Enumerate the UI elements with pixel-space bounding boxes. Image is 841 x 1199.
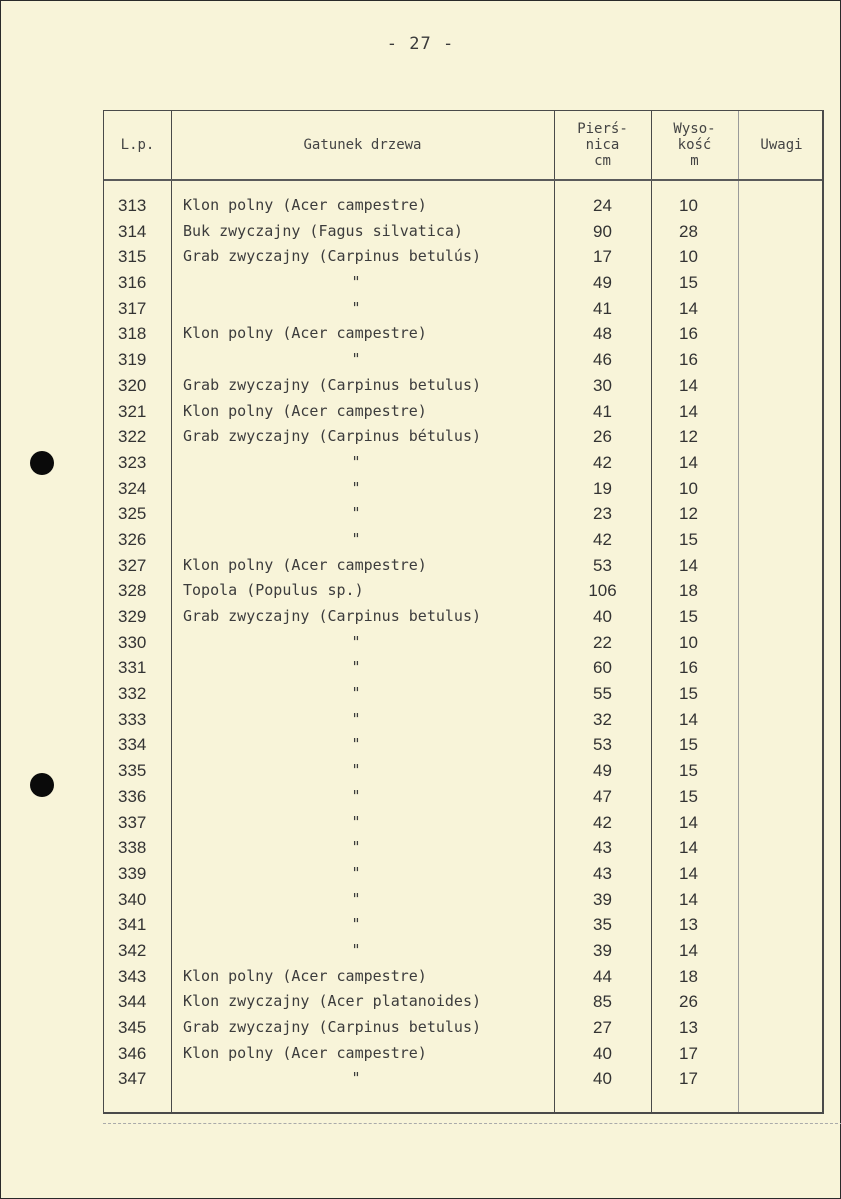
row-uwagi bbox=[738, 219, 825, 245]
row-gatunek: " bbox=[351, 350, 361, 369]
row-lp: 330 bbox=[118, 632, 147, 652]
row-uwagi bbox=[738, 347, 825, 373]
row-uwagi bbox=[738, 861, 825, 887]
row-wysokosc: 15 bbox=[679, 684, 698, 704]
row-gatunek: Klon polny (Acer campestre) bbox=[183, 401, 427, 420]
row-piersnica: 17 bbox=[593, 247, 612, 267]
table-row bbox=[104, 347, 825, 373]
row-gatunek: Klon zwyczajny (Acer platanoides) bbox=[183, 992, 482, 1011]
header-lp: L.p. bbox=[120, 137, 155, 153]
table-row bbox=[104, 835, 825, 861]
row-wysokosc: 14 bbox=[679, 838, 698, 858]
row-piersnica: 42 bbox=[593, 529, 612, 549]
row-wysokosc: 12 bbox=[679, 504, 698, 524]
row-gatunek: " bbox=[351, 298, 361, 317]
row-gatunek: " bbox=[351, 709, 361, 728]
row-lp: 341 bbox=[118, 915, 147, 935]
table-row bbox=[104, 861, 825, 887]
row-uwagi bbox=[738, 681, 825, 707]
row-gatunek: Grab zwyczajny (Carpinus betulús) bbox=[183, 247, 482, 266]
row-gatunek: " bbox=[351, 1069, 361, 1088]
row-piersnica: 55 bbox=[593, 684, 612, 704]
row-lp: 338 bbox=[118, 838, 147, 858]
row-wysokosc: 26 bbox=[679, 992, 698, 1012]
row-gatunek: Grab zwyczajny (Carpinus betulus) bbox=[183, 375, 482, 394]
row-lp: 331 bbox=[118, 658, 147, 678]
table-body bbox=[104, 193, 825, 1092]
row-uwagi bbox=[738, 887, 825, 913]
row-wysokosc: 14 bbox=[679, 812, 698, 832]
table-row bbox=[104, 373, 825, 399]
bottom-dashed-line bbox=[103, 1123, 841, 1124]
table-row bbox=[104, 912, 825, 938]
row-piersnica: 53 bbox=[593, 555, 612, 575]
table-row bbox=[104, 244, 825, 270]
row-uwagi bbox=[738, 964, 825, 990]
row-lp: 324 bbox=[118, 478, 147, 498]
row-lp: 329 bbox=[118, 607, 147, 626]
table-row bbox=[104, 296, 825, 322]
row-uwagi bbox=[738, 835, 825, 861]
row-piersnica: 40 bbox=[593, 607, 612, 626]
row-lp: 343 bbox=[118, 966, 147, 986]
table-row bbox=[104, 732, 825, 758]
row-piersnica: 44 bbox=[593, 966, 612, 986]
row-uwagi bbox=[738, 630, 825, 656]
row-gatunek: " bbox=[351, 838, 361, 857]
table-row bbox=[104, 604, 825, 630]
row-gatunek: Grab zwyczajny (Carpinus betulus) bbox=[183, 607, 482, 625]
row-piersnica: 53 bbox=[593, 735, 612, 755]
row-gatunek: " bbox=[351, 452, 361, 471]
row-gatunek: " bbox=[351, 812, 361, 831]
row-wysokosc: 15 bbox=[679, 761, 698, 781]
row-lp: 340 bbox=[118, 889, 147, 909]
row-uwagi bbox=[738, 989, 825, 1015]
row-uwagi bbox=[738, 373, 825, 399]
header-divider bbox=[104, 179, 822, 181]
row-gatunek: " bbox=[351, 940, 361, 959]
row-wysokosc: 17 bbox=[679, 1043, 698, 1063]
row-gatunek: Klon polny (Acer campestre) bbox=[183, 555, 427, 574]
row-lp: 334 bbox=[118, 735, 147, 755]
tree-inventory-table bbox=[103, 110, 824, 1114]
table-row bbox=[104, 810, 825, 836]
row-piersnica: 47 bbox=[593, 786, 612, 806]
table-row bbox=[104, 1041, 825, 1067]
row-gatunek: " bbox=[351, 889, 361, 908]
header-wysokosc bbox=[651, 111, 738, 179]
row-lp: 321 bbox=[118, 401, 147, 421]
row-wysokosc: 13 bbox=[679, 915, 698, 935]
header-wysokosc-line2: kość bbox=[677, 137, 712, 153]
row-piersnica: 30 bbox=[593, 375, 612, 395]
row-wysokosc: 14 bbox=[679, 401, 698, 421]
row-gatunek: Klon polny (Acer campestre) bbox=[183, 966, 427, 985]
page-number: - 27 - bbox=[386, 34, 455, 54]
row-uwagi bbox=[738, 476, 825, 502]
punch-hole-bottom bbox=[30, 773, 54, 797]
table-row bbox=[104, 1015, 825, 1041]
header-piersnica-unit: cm bbox=[594, 153, 611, 169]
row-gatunek: Grab zwyczajny (Carpinus betulus) bbox=[183, 1018, 482, 1036]
row-uwagi bbox=[738, 810, 825, 836]
row-gatunek: " bbox=[351, 915, 361, 934]
row-wysokosc: 15 bbox=[679, 529, 698, 549]
table-row bbox=[104, 501, 825, 527]
row-piersnica: 26 bbox=[593, 427, 612, 447]
table-row bbox=[104, 989, 825, 1015]
row-gatunek: Buk zwyczajny (Fagus silvatica) bbox=[183, 221, 463, 240]
row-piersnica: 32 bbox=[593, 709, 612, 729]
row-lp: 322 bbox=[118, 427, 147, 447]
row-uwagi bbox=[738, 399, 825, 425]
row-wysokosc: 14 bbox=[679, 375, 698, 395]
row-uwagi bbox=[738, 450, 825, 476]
row-wysokosc: 12 bbox=[679, 427, 698, 447]
row-piersnica: 49 bbox=[593, 273, 612, 293]
header-piersnica-line1: Pierś- bbox=[577, 121, 628, 137]
header-uwagi: Uwagi bbox=[760, 137, 803, 153]
row-wysokosc: 17 bbox=[679, 1069, 698, 1089]
table-row bbox=[104, 578, 825, 604]
punch-hole-top bbox=[30, 451, 54, 475]
row-gatunek: " bbox=[351, 273, 361, 292]
row-wysokosc: 10 bbox=[679, 478, 698, 498]
row-gatunek: " bbox=[351, 632, 361, 651]
row-gatunek: Klon polny (Acer campestre) bbox=[183, 1043, 427, 1062]
row-piersnica: 39 bbox=[593, 889, 612, 909]
table-row bbox=[104, 321, 825, 347]
row-lp: 314 bbox=[118, 221, 147, 241]
row-piersnica: 43 bbox=[593, 863, 612, 883]
row-gatunek: Klon polny (Acer campestre) bbox=[183, 196, 427, 214]
row-wysokosc: 15 bbox=[679, 786, 698, 806]
row-gatunek: " bbox=[351, 863, 361, 882]
row-lp: 328 bbox=[118, 581, 147, 601]
row-uwagi bbox=[738, 501, 825, 527]
row-gatunek: " bbox=[351, 478, 361, 497]
row-lp: 317 bbox=[118, 298, 147, 318]
row-piersnica: 48 bbox=[593, 324, 612, 344]
row-uwagi bbox=[738, 938, 825, 964]
row-piersnica: 42 bbox=[593, 452, 612, 472]
table-row bbox=[104, 476, 825, 502]
row-piersnica: 60 bbox=[593, 658, 612, 678]
table-row bbox=[104, 219, 825, 245]
row-uwagi bbox=[738, 784, 825, 810]
table-row bbox=[104, 681, 825, 707]
row-uwagi bbox=[738, 707, 825, 733]
row-uwagi bbox=[738, 424, 825, 450]
row-gatunek: " bbox=[351, 786, 361, 805]
row-lp: 319 bbox=[118, 350, 147, 370]
row-lp: 325 bbox=[118, 504, 147, 524]
row-lp: 344 bbox=[118, 992, 147, 1012]
row-uwagi bbox=[738, 321, 825, 347]
row-lp: 315 bbox=[118, 247, 147, 267]
table-row bbox=[104, 964, 825, 990]
row-wysokosc: 16 bbox=[679, 350, 698, 370]
row-gatunek: " bbox=[351, 529, 361, 548]
row-uwagi bbox=[738, 655, 825, 681]
row-gatunek: Klon polny (Acer campestre) bbox=[183, 324, 427, 343]
row-uwagi bbox=[738, 758, 825, 784]
row-piersnica: 27 bbox=[593, 1018, 612, 1037]
table-row bbox=[104, 450, 825, 476]
row-uwagi bbox=[738, 193, 825, 219]
header-piersnica-line2: nica bbox=[585, 137, 620, 153]
row-gatunek: " bbox=[351, 684, 361, 703]
row-uwagi bbox=[738, 578, 825, 604]
row-uwagi bbox=[738, 604, 825, 630]
row-lp: 327 bbox=[118, 555, 147, 575]
row-uwagi bbox=[738, 270, 825, 296]
table-row bbox=[104, 655, 825, 681]
row-piersnica: 90 bbox=[593, 221, 612, 241]
row-piersnica: 41 bbox=[593, 298, 612, 318]
row-piersnica: 19 bbox=[593, 478, 612, 498]
table-row bbox=[104, 1066, 825, 1092]
row-gatunek: Topola (Populus sp.) bbox=[183, 581, 364, 600]
row-wysokosc: 14 bbox=[679, 889, 698, 909]
table-row bbox=[104, 887, 825, 913]
row-uwagi bbox=[738, 296, 825, 322]
row-lp: 336 bbox=[118, 786, 147, 806]
table-row bbox=[104, 707, 825, 733]
row-lp: 320 bbox=[118, 375, 147, 395]
row-gatunek: " bbox=[351, 658, 361, 677]
row-uwagi bbox=[738, 1041, 825, 1067]
row-wysokosc: 14 bbox=[679, 555, 698, 575]
row-piersnica: 35 bbox=[593, 915, 612, 935]
row-piersnica: 40 bbox=[593, 1043, 612, 1063]
row-lp: 346 bbox=[118, 1043, 147, 1063]
row-uwagi bbox=[738, 527, 825, 553]
row-wysokosc: 15 bbox=[679, 735, 698, 755]
row-lp: 335 bbox=[118, 761, 147, 781]
row-lp: 318 bbox=[118, 324, 147, 344]
table-row bbox=[104, 193, 825, 219]
row-gatunek: " bbox=[351, 504, 361, 523]
header-wysokosc-unit: m bbox=[690, 153, 699, 169]
row-uwagi bbox=[738, 1015, 825, 1041]
row-uwagi bbox=[738, 912, 825, 938]
header-wysokosc-line1: Wyso- bbox=[673, 121, 716, 137]
table-row bbox=[104, 527, 825, 553]
row-wysokosc: 10 bbox=[679, 632, 698, 652]
row-wysokosc: 28 bbox=[679, 221, 698, 241]
row-uwagi bbox=[738, 244, 825, 270]
row-lp: 347 bbox=[118, 1069, 147, 1089]
row-lp: 342 bbox=[118, 940, 147, 960]
row-wysokosc: 14 bbox=[679, 298, 698, 318]
row-wysokosc: 14 bbox=[679, 709, 698, 729]
row-wysokosc: 10 bbox=[679, 196, 698, 215]
table-row bbox=[104, 553, 825, 579]
row-wysokosc: 10 bbox=[679, 247, 698, 267]
row-lp: 323 bbox=[118, 452, 147, 472]
row-piersnica: 106 bbox=[588, 581, 617, 601]
row-gatunek: " bbox=[351, 735, 361, 754]
table-row bbox=[104, 784, 825, 810]
row-piersnica: 24 bbox=[593, 196, 612, 215]
row-gatunek: Grab zwyczajny (Carpinus bétulus) bbox=[183, 427, 482, 446]
row-piersnica: 22 bbox=[593, 632, 612, 652]
row-lp: 339 bbox=[118, 863, 147, 883]
row-wysokosc: 14 bbox=[679, 452, 698, 472]
row-lp: 333 bbox=[118, 709, 147, 729]
row-piersnica: 85 bbox=[593, 992, 612, 1012]
row-lp: 345 bbox=[118, 1018, 147, 1037]
row-wysokosc: 14 bbox=[679, 863, 698, 883]
row-wysokosc: 16 bbox=[679, 324, 698, 344]
row-uwagi bbox=[738, 732, 825, 758]
row-lp: 332 bbox=[118, 684, 147, 704]
row-wysokosc: 13 bbox=[679, 1018, 698, 1037]
row-lp: 337 bbox=[118, 812, 147, 832]
row-piersnica: 41 bbox=[593, 401, 612, 421]
row-lp: 326 bbox=[118, 529, 147, 549]
table-row bbox=[104, 630, 825, 656]
row-uwagi bbox=[738, 553, 825, 579]
row-wysokosc: 15 bbox=[679, 607, 698, 626]
row-piersnica: 49 bbox=[593, 761, 612, 781]
row-wysokosc: 18 bbox=[679, 966, 698, 986]
table-row bbox=[104, 758, 825, 784]
row-piersnica: 43 bbox=[593, 838, 612, 858]
table-row bbox=[104, 938, 825, 964]
row-piersnica: 40 bbox=[593, 1069, 612, 1089]
row-wysokosc: 15 bbox=[679, 273, 698, 293]
header-piersnica bbox=[554, 111, 651, 179]
row-lp: 313 bbox=[118, 196, 147, 215]
row-piersnica: 23 bbox=[593, 504, 612, 524]
row-lp: 316 bbox=[118, 273, 147, 293]
row-wysokosc: 16 bbox=[679, 658, 698, 678]
table-row bbox=[104, 270, 825, 296]
row-gatunek: " bbox=[351, 761, 361, 780]
table-row bbox=[104, 399, 825, 425]
row-piersnica: 39 bbox=[593, 940, 612, 960]
table-row bbox=[104, 424, 825, 450]
row-wysokosc: 14 bbox=[679, 940, 698, 960]
row-wysokosc: 18 bbox=[679, 581, 698, 601]
row-piersnica: 46 bbox=[593, 350, 612, 370]
header-gatunek: Gatunek drzewa bbox=[303, 137, 422, 153]
row-uwagi bbox=[738, 1066, 825, 1092]
row-piersnica: 42 bbox=[593, 812, 612, 832]
